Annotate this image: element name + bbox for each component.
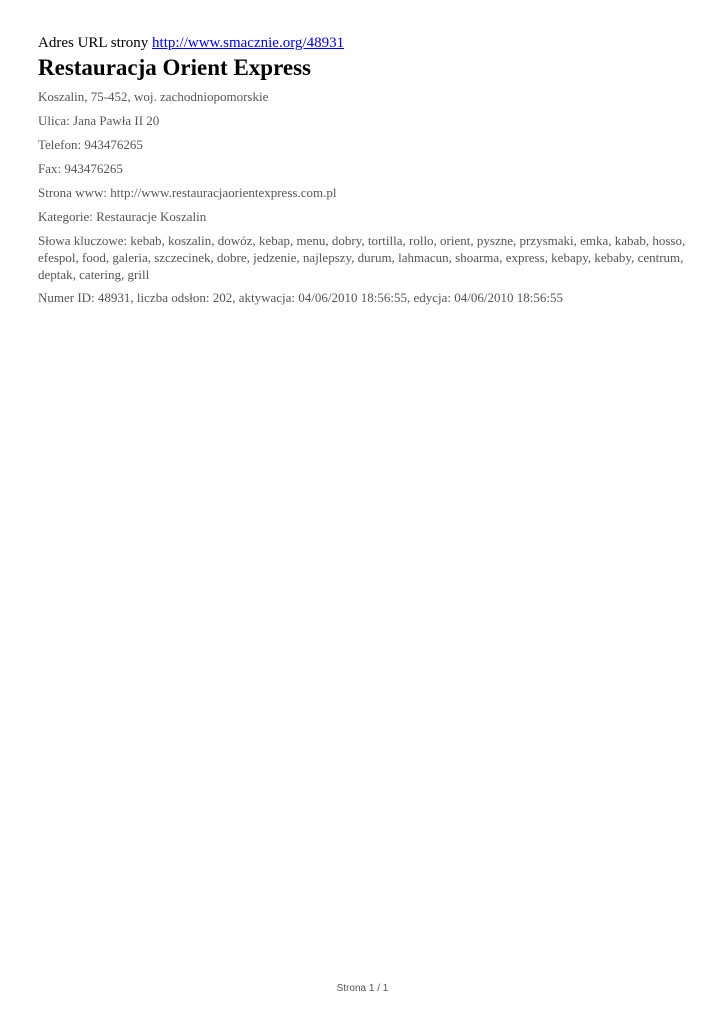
url-label: Adres URL strony [38, 35, 149, 51]
location-text: Koszalin, 75-452, woj. zachodniopomorskie [38, 89, 269, 104]
meta-text: Numer ID: 48931, liczba odsłon: 202, aktywacja: 04/06/2010 18:56:55, edycja: 04/06/2010 18:56:55 [38, 290, 563, 305]
url-link[interactable]: http://www.smacznie.org/48931 [152, 35, 345, 51]
url-line [38, 33, 688, 53]
website-text: Strona www: http://www.restauracjaorientexpress.com.pl [38, 185, 337, 200]
document-page [38, 33, 688, 313]
page-title: Restauracja Orient Express [38, 55, 311, 80]
keywords-text: Słowa kluczowe: kebab, koszalin, dowóz, kebap, menu, dobry, tortilla, rollo, orient, pyszne, przysmaki, emka, kabab, hosso, efespol, food, galeria, szczecinek, dobre, jedzenie, najlepszy, durum, lahmacun, shoarma, express, kebapy, kebaby, centrum, deptak, catering, grill [38, 233, 686, 282]
fax-text: Fax: 943476265 [38, 161, 123, 176]
street-text: Ulica: Jana Pawła II 20 [38, 113, 160, 128]
category-text: Kategorie: Restauracje Koszalin [38, 209, 207, 224]
page-footer: Strona 1 / 1 [336, 983, 389, 994]
phone-text: Telefon: 943476265 [38, 137, 143, 152]
